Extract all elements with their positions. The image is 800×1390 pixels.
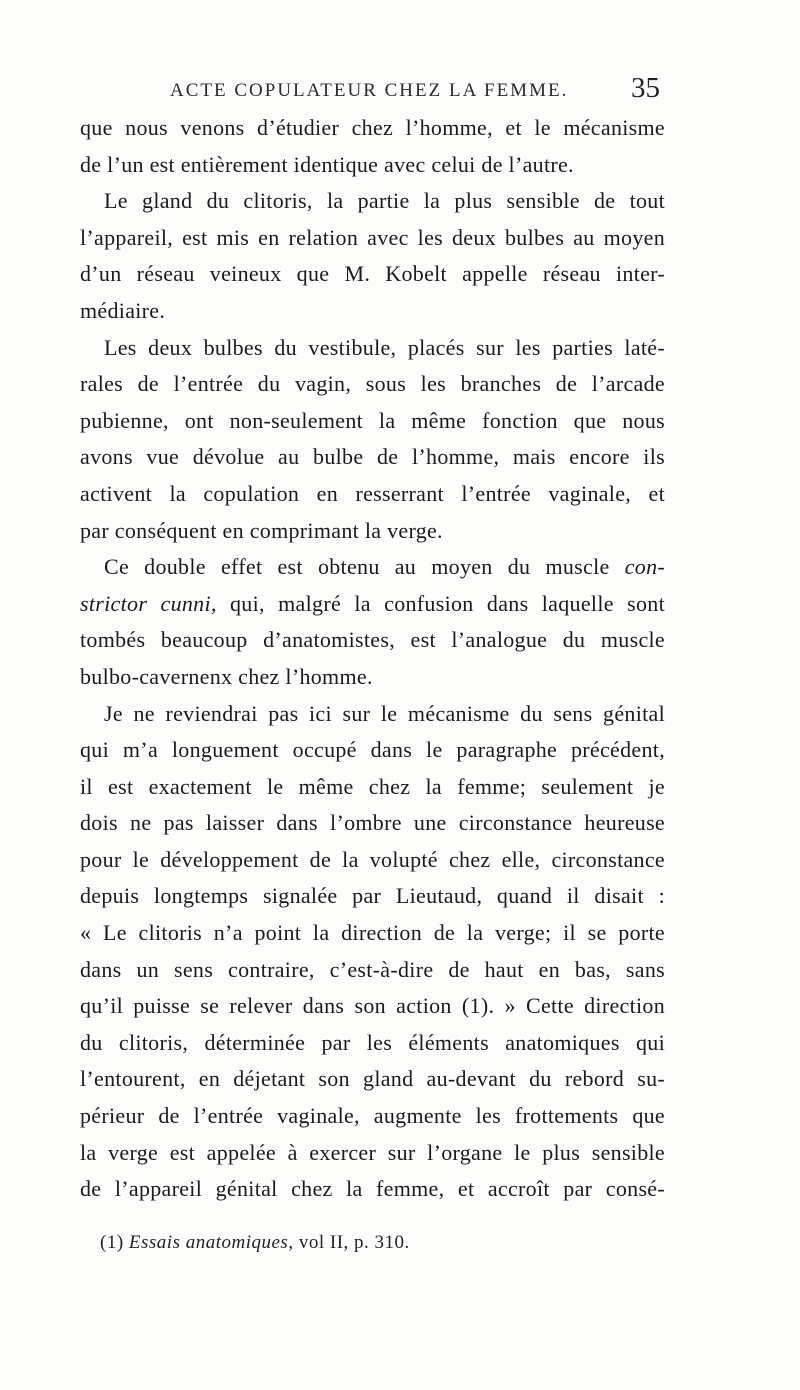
page-header [170, 72, 660, 112]
text-line: rales de l’entrée du vagin, sous les branches de l’arcade [80, 371, 665, 397]
text-line: périeur de l’entrée vaginale, augmente les frottements que [80, 1103, 665, 1129]
text-line: la verge est appelée à exercer sur l’organe le plus sensible [80, 1139, 665, 1165]
text-line: bulbo-cavernenx chez l’homme. [80, 663, 373, 689]
text-line: par conséquent en comprimant la verge. [80, 517, 443, 543]
text-line: dans un sens contraire, c’est-à-dire de haut en bas, sans [80, 956, 665, 982]
footnote-reference: , vol II, p. 310. [288, 1232, 410, 1253]
text-line: dois ne pas laisser dans l’ombre une circonstance heureuse [80, 810, 665, 836]
footnote-title: Essais anatomiques [128, 1232, 289, 1253]
text-line: tombés beaucoup d’anatomistes, est l’analogue du muscle [80, 627, 665, 653]
text-line: que nous venons d’étudier chez l’homme, et le mécanisme [80, 115, 665, 140]
text-line: qu’il puisse se relever dans son action (1). » Cette direction [80, 993, 665, 1019]
text-line: pubienne, ont non-seulement la même fonction que nous [80, 407, 665, 433]
footnote [100, 1232, 410, 1254]
page-number: 35 [631, 72, 660, 104]
text-line: qui m’a longuement occupé dans le paragraphe précédent, [80, 737, 665, 763]
text-line: de l’appareil génital chez la femme, et accroît par consé- [80, 1176, 665, 1202]
text-line: d’un réseau veineux que M. Kobelt appelle réseau inter- [80, 261, 665, 287]
text-line: il est exactement le même chez la femme; seulement je [80, 773, 665, 799]
text-line: activent la copulation en resserrant l’entrée vaginale, et [80, 480, 665, 506]
text-line: l’appareil, est mis en relation avec les deux bulbes au moyen [80, 224, 665, 250]
text-line: Les deux bulbes du vestibule, placés sur les parties laté- [104, 334, 665, 360]
text-line: l’entourent, en déjetant son gland au-devant du rebord su- [80, 1066, 665, 1092]
text-line: médiaire. [80, 297, 166, 323]
body-text [80, 110, 665, 1208]
text-line: strictor cunni, qui, malgré la confusion dans laquelle sont [80, 590, 665, 616]
text-line: du clitoris, déterminée par les éléments anatomiques qui [80, 1029, 665, 1055]
running-title: ACTE COPULATEUR CHEZ LA FEMME. [170, 80, 569, 101]
italic-term: strictor cunni [80, 590, 211, 616]
text-line: Le gland du clitoris, la partie la plus sensible de tout [104, 188, 665, 214]
italic-term: con- [624, 554, 665, 580]
footnote-marker: (1) [100, 1232, 124, 1253]
text-line: avons vue dévolue au bulbe de l’homme, mais encore ils [80, 444, 665, 470]
text-line: « Le clitoris n’a point la direction de la verge; il se porte [80, 920, 665, 946]
text-line: depuis longtemps signalée par Lieutaud, quand il disait : [80, 883, 665, 909]
text-line: Ce double effet est obtenu au moyen du muscle con- [104, 554, 665, 580]
text-line: pour le développement de la volupté chez elle, circonstance [80, 846, 665, 872]
text-line: Je ne reviendrai pas ici sur le mécanisme du sens génital [104, 700, 665, 726]
text-line: de l’un est entièrement identique avec celui de l’autre. [80, 151, 574, 177]
